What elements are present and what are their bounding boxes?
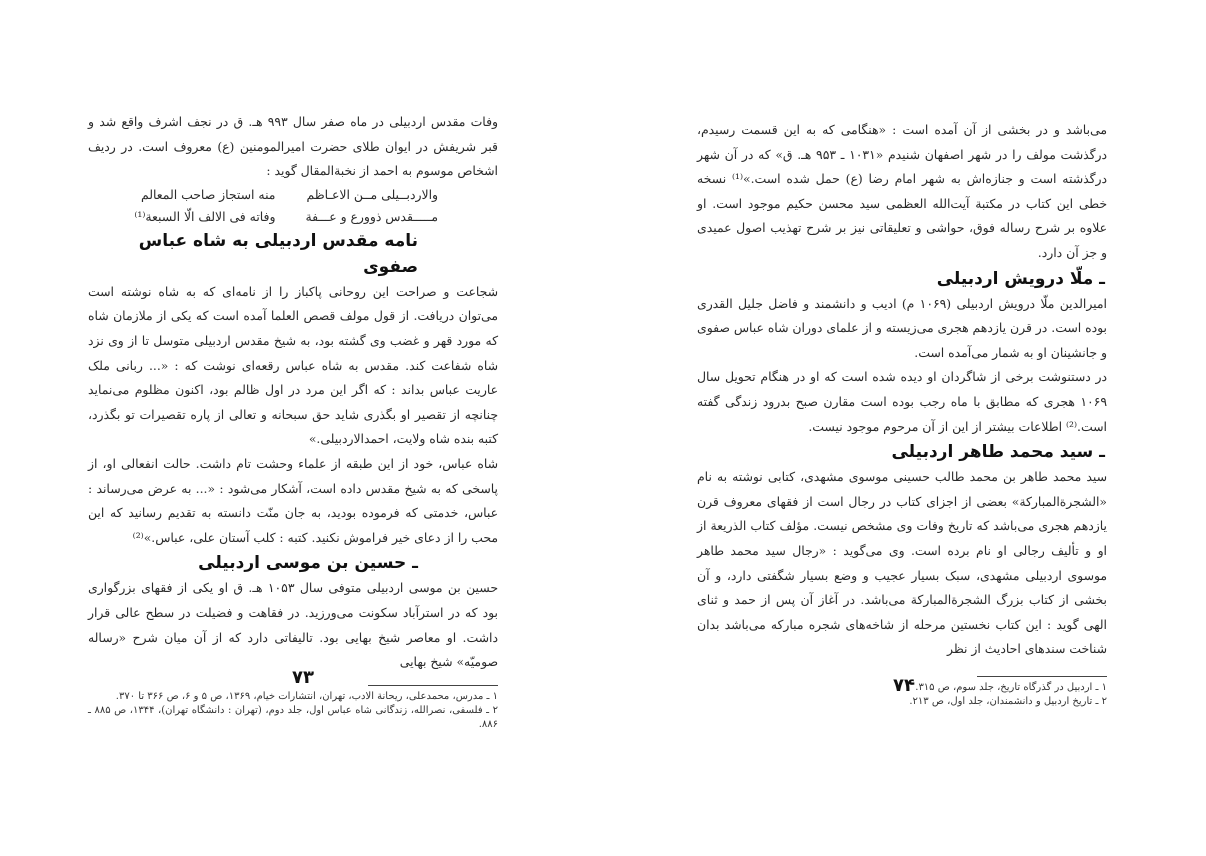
footnotes [88, 690, 498, 732]
section-heading: ـ حسین بن موسی اردبیلی [198, 553, 418, 574]
verse-hemistich: والاردبــیلی مــن الاعـاظم [306, 186, 438, 202]
footnote-divider [368, 685, 498, 686]
footnote-divider [977, 676, 1107, 677]
footnote: ۲ ـ فلسفی، نصرالله، زندگانی شاه عباس اول، جلد دوم، (تهران : دانشگاه تهران)، ۱۳۴۴، ص ۸۸۵ ـ ۸۸۶. [88, 704, 499, 730]
verse-hemistich: مـــــقدس ذوورع و عـــفة [305, 208, 438, 224]
footnote: ۱ ـ اردبیل در گذرگاه تاریخ، جلد سوم، ص ۳۱۵. [915, 681, 1107, 693]
paragraph: سید محمد طاهر بن محمد طالب حسینی موسوی مشهدی، کتابی نوشته به نام «الشجرةالمبارکة» بعضی از اجزای کتاب در رجال است از فقهای معروف قرن یازدهم هجری می‌باشد که تاریخ وفات وی مشخص نیست. مؤلف کتاب الذریعة از او و تألیف رجالی او نام برده است. وی می‌گوید : «رجال سید محمد طاهر موسوی اردبیلی مشهدی، سبک بسیار عجیب و وضع بسیار شگفتی دارد، و آن بخشی از کتاب بزرگ الشجرةالمبارکة می‌باشد. در آغاز آن پس از حمد و ثنای الهی گوید : این کتاب نخستین مرحله از شاخه‌های شجره مبارکه می‌باشد بدان شناخت سندهای احادیث از نظر [697, 469, 1107, 657]
paragraph: شاه عباس، خود از این طبقه از علماء وحشت تام داشت. حالت انفعالی او، از پاسخی که به شیخ مقدس داده است، آشکار می‌شود : «... به عرض می‌رساند : عباس، خدمتی که فرموده بودید، به جان منّت دانسته به تقدیم رسانید که این محب را از دعای خیر فراموش نکنید. کتبه : کلب آستان علی، عباس.»⁽²⁾ [88, 455, 498, 545]
page-number: ۷۴ [893, 675, 915, 696]
poem-verses [88, 184, 498, 228]
paragraph: وفات مقدس اردبیلی در ماه صفر سال ۹۹۳ هـ. ق در نجف اشرف واقع شد و قبر شریفش در ایوان طلای حضرت امیرالمومنین (ع) معروف است. در ردیف اشخاص موسوم به احمد از نخبة‌المقال گوید : [88, 114, 498, 179]
paragraph: امیرالدین ملّا درویش اردبیلی (۱۰۶۹ م) ادیب و دانشمند و فاضل جلیل القدری بوده است. در قرن یازدهم هجری می‌زیسته و از علمای دوران شاه عباس صفوی و جانشینان او به شمار می‌آمده است. [697, 295, 1108, 360]
paragraph: می‌باشد و در بخشی از آن آمده است : «هنگامی که به این قسمت رسیدم، درگذشت مولف را در شهر اصفهان شنیدم «۱۰۳۱ ـ ۹۵۳ هـ. ق» که در آن شهر درگذشته است و جنازه‌اش به شهر امام رضا (ع) حمل شده است.»⁽¹⁾ نسخه خطی این کتاب در مکتبة آیت‌الله العظمی سید محسن حکیم موجود است. او علاوه بر شرح رساله فوق، حواشی و تعلیقاتی نیز بر شرح تهذیب اصول عمیدی و جز آن دارد. [697, 122, 1107, 260]
paragraph: شجاعت و صراحت این روحانی پاکباز را از نامه‌ای که به شاه نوشته است می‌توان دریافت. از قول مولف قصص العلما آمده است که یکی از ملازمان شاه که مورد قهر و غضب وی گشته بود، به شیخ مقدس اردبیلی متوسل تا از وی نزد شاه شفاعت کند. مقدس به شاه عباس رقعه‌ای نوشت که : «... ربانی ملک عاریت عباس بداند : که اگر این مرد در اول ظالم بود، اکنون مظلوم می‌نماید چنانچه از تقصیر او بگذری شاید حق سبحانه و تعالی از پاره تقصیرات تو بگذرد، کتبه بنده شاه ولایت، احمدالاردبیلی.» [88, 283, 498, 447]
section-heading: نامه مقدس اردبیلی به شاه عباس صفوی [138, 230, 418, 277]
page-number: ۷۳ [292, 667, 314, 688]
footnote: ۲ ـ تاریخ اردبیل و دانشمندان، جلد اول، ص ۲۱۳. [909, 695, 1107, 707]
section-heading: ـ ملّا درویش اردبیلی [936, 268, 1105, 289]
footnote: ۱ ـ مدرس، محمدعلی، ریحانة الادب، تهران، انتشارات خیام، ۱۳۶۹، ص ۵ و ۶، ص ۳۶۶ تا ۳۷۰. [115, 690, 498, 702]
left-page [88, 110, 498, 732]
paragraph: حسین بن موسی اردبیلی متوفی سال ۱۰۵۳ هـ. ق او یکی از فقهای بزرگواری بود که در استرآباد سکونت می‌ورزید. در فقاهت و فضیلت در سطح عالی قرار داشت. او معاصر شیخ بهایی بود. تالیفاتی دارد که از آن میان شرح «رساله صومیّه» شیخ بهایی [88, 580, 498, 670]
section-heading: ـ سید محمد طاهر اردبیلی [891, 442, 1105, 463]
verse-hemistich: منه استجاز صاحب المعالم [141, 186, 276, 202]
verse-hemistich: وفاته فی الالف الّا السبعة⁽¹⁾ [134, 208, 276, 224]
paragraph: در دستنوشت برخی از شاگردان او دیده شده است که او در هنگام تحویل سال ۱۰۶۹ هجری که مطابق با ماه رجب بوده است مقارن صبح بدرود زندگی گفته است.⁽²⁾ اطلاعات بیشتر از این از آن مرحوم موجود نیست. [697, 369, 1107, 434]
right-page [697, 118, 1107, 709]
